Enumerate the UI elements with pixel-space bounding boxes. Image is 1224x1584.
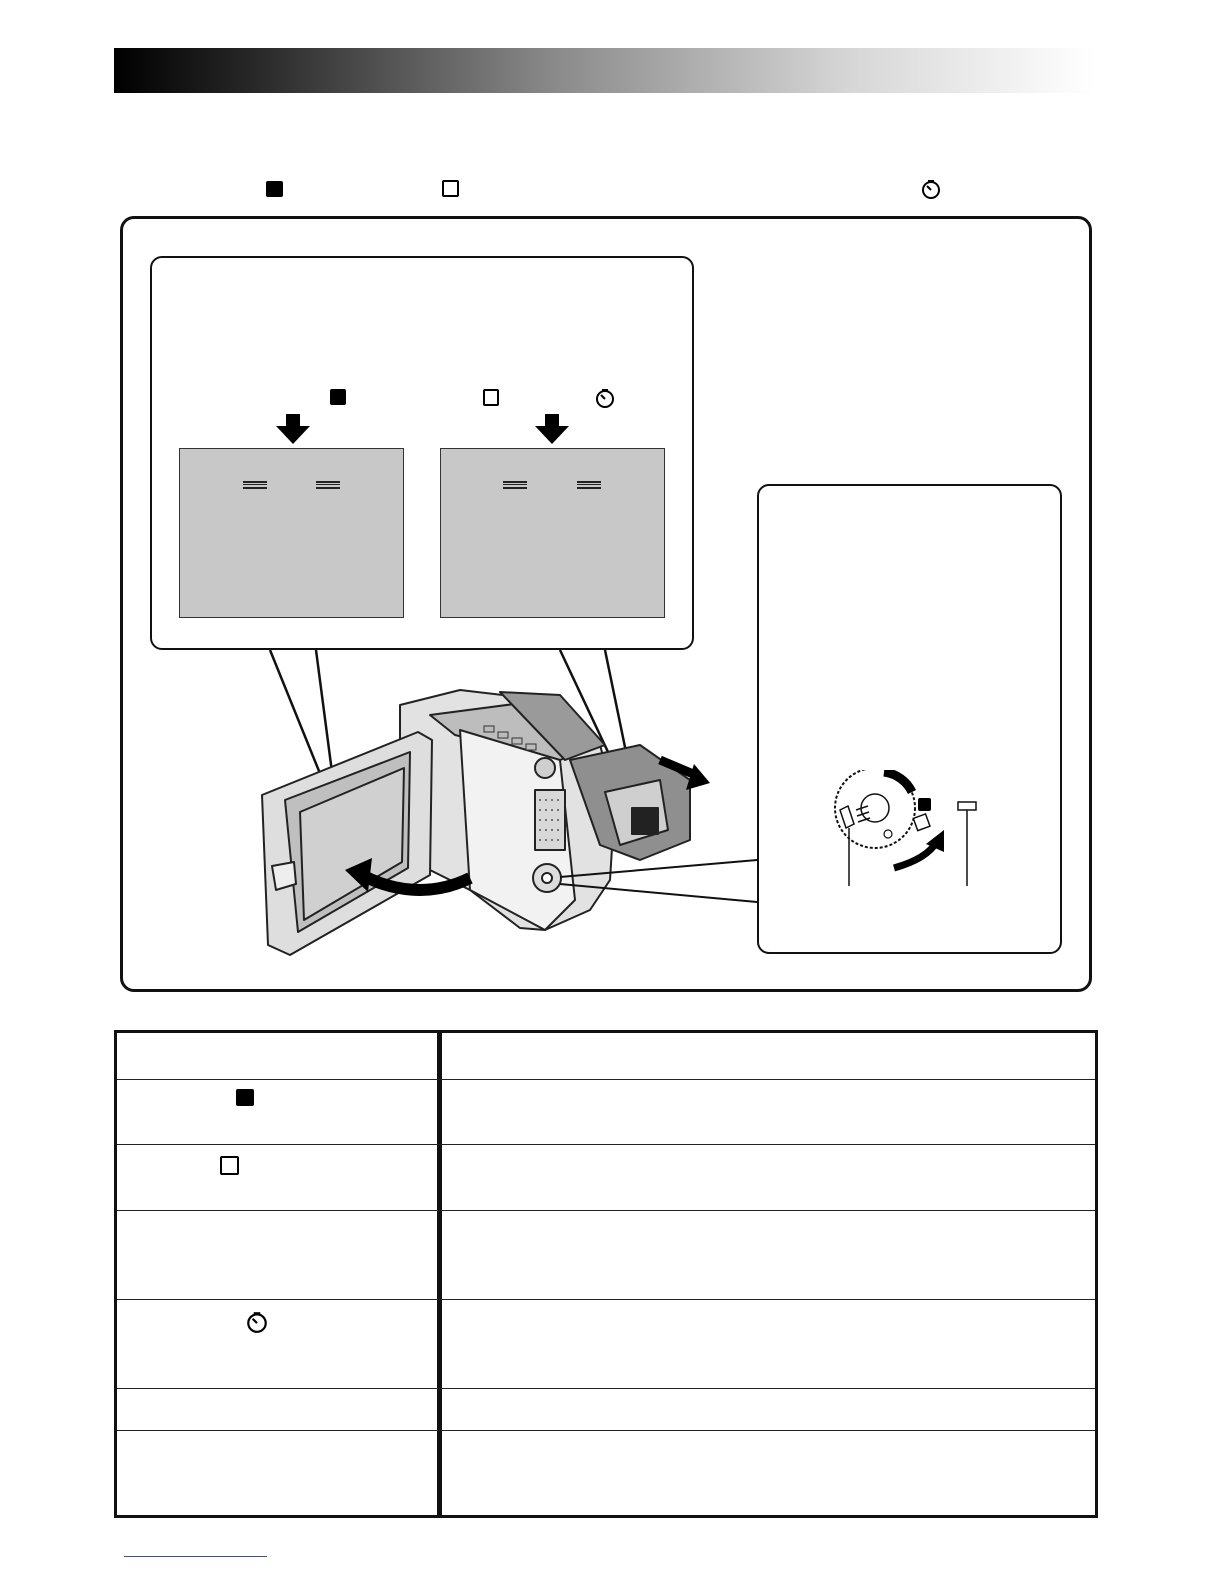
down-arrow-icon: [535, 414, 569, 444]
outline-square-icon: [220, 1156, 239, 1175]
down-arrow-icon: [276, 414, 310, 444]
column-divider: [437, 1033, 442, 1515]
power-mode-dial: [820, 770, 1000, 890]
menu-bar-icon: [577, 481, 601, 489]
table-row-divider: [117, 1144, 1095, 1145]
self-timer-icon: [594, 387, 616, 409]
table-row-divider: [117, 1388, 1095, 1389]
outline-square-icon: [483, 389, 499, 406]
lcd-screen-preview: [179, 448, 404, 618]
mode-table: [114, 1030, 1098, 1518]
menu-bar-icon: [316, 481, 340, 489]
self-timer-icon: [245, 1310, 269, 1334]
menu-bar-icon: [503, 481, 527, 489]
filled-square-icon: [330, 389, 346, 405]
table-row-divider: [117, 1430, 1095, 1431]
viewfinder-screen-preview: [440, 448, 665, 618]
table-row-divider: [117, 1079, 1095, 1080]
footer-link[interactable]: [124, 1556, 267, 1557]
filled-square-icon: [236, 1089, 254, 1106]
menu-bar-icon: [243, 481, 267, 489]
table-row-divider: [117, 1299, 1095, 1300]
table-row-divider: [117, 1210, 1095, 1211]
